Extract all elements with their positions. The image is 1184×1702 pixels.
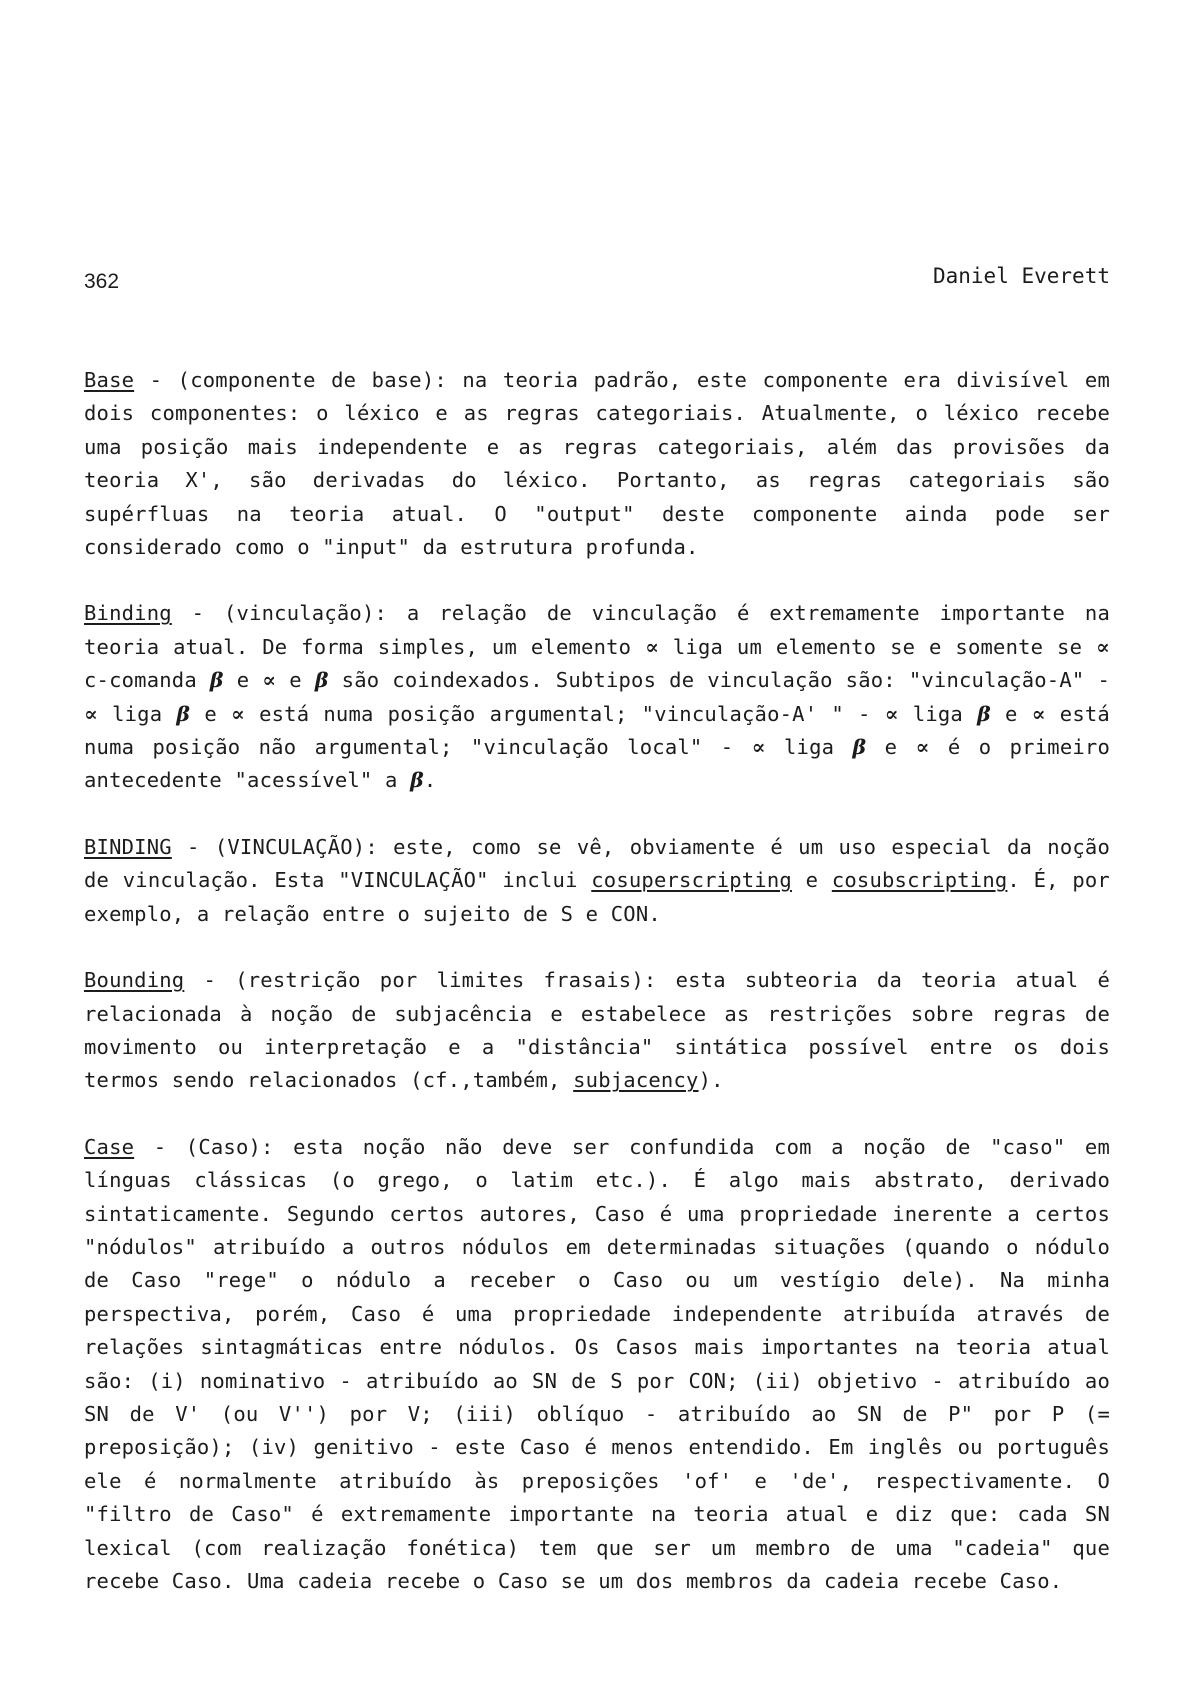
definition-text: - (VINCULAÇÃO): este, como se vê, obviamente é um uso especial da noção de vinculação. Esta "VINCULAÇÃO" inclui (84, 834, 1110, 893)
glossary-body (84, 364, 1110, 1598)
cross-reference-term: cosuperscripting (591, 868, 792, 893)
definition-text: é o primeiro antecedente "acessível" a (84, 735, 1110, 793)
cross-reference-term: cosubscripting (831, 868, 1008, 893)
glossary-entry-bounding (84, 964, 1110, 1098)
definition-text: - (restrição por limites frasais): esta subteoria da teoria atual é relacionada à noção de subjacência e estabelece as restrições sobre regras de movimento ou interpretação e a "distância" sintática possível entre os dois termos sendo relacionados (cf.,também, (84, 968, 1110, 1093)
definition-text: liga (765, 735, 853, 760)
greek-symbol: β (852, 735, 867, 760)
definition-text: e (866, 735, 916, 760)
definition-text: e (990, 701, 1032, 726)
glossary-entry-binding (84, 597, 1110, 797)
glossary-entry-binding-caps (84, 831, 1110, 931)
entry-definition (84, 1135, 1110, 1593)
definition-text: - (componente de base): na teoria padrão, este componente era divisível em dois componentes: o léxico e as regras categoriais. Atualmente, o léxico recebe uma posição mais independente e as regras categoriais, além das provisões da teoria X', são derivadas do léxico. Portanto, as regras categoriais são supérfluas na teoria atual. O "output" deste componente ainda pode ser considerado como o "input" da estrutura profunda. (84, 368, 1110, 560)
greek-symbol: ∝ (262, 668, 277, 693)
running-head-author: Daniel Everett (932, 264, 1110, 288)
greek-symbol: ∝ (915, 735, 930, 760)
greek-symbol: β (410, 768, 424, 793)
glossary-entry-base (84, 364, 1110, 564)
greek-symbol: ∝ (1096, 634, 1110, 659)
entry-definition (84, 601, 1110, 792)
greek-symbol: ∝ (1031, 701, 1046, 726)
entry-term: Base (84, 368, 135, 392)
entry-term: Binding (84, 601, 172, 626)
definition-text: e (276, 668, 315, 693)
entry-definition (84, 368, 1110, 559)
greek-symbol: β (314, 668, 329, 693)
definition-text: c-comanda (84, 668, 210, 693)
entry-term: Bounding (84, 968, 185, 993)
definition-text: ). (698, 1068, 724, 1093)
greek-symbol: β (176, 701, 191, 726)
definition-text: está numa posição não argumental; "vinculação local" - (84, 701, 1110, 760)
definition-text: e (190, 701, 231, 726)
definition-text: . É, por exemplo, a relação entre o sujeito de S e CON. (84, 868, 1110, 926)
definition-text: e (223, 668, 263, 693)
definition-text: são coindexados. Subtipos de vinculação são: "vinculação-A" - (328, 668, 1110, 693)
entry-definition (84, 968, 1110, 1092)
greek-symbol: ∝ (231, 701, 245, 726)
definition-text: . (423, 768, 437, 793)
entry-term: Case (84, 1134, 135, 1159)
page-number: 362 (84, 270, 120, 293)
entry-term: BINDING (84, 834, 172, 859)
cross-reference-term: subjacency (573, 1068, 699, 1093)
definition-text: - (Caso): esta noção não deve ser confundida com a noção de "caso" em línguas clássicas (o grego, o latim etc.). É algo mais abstrato, derivado sintaticamente. Segundo certos autores, Caso é uma propriedade inerente a certos "nódulos" atribuído a outros nódulos em determinadas situações (quando o nódulo de Caso "rege" o nódulo a receber o Caso ou um vestígio dele). Na minha perspectiva, porém, Caso é uma propriedade independente atribuída através de relações sintagmáticas entre nódulos. Os Casos mais importantes na teoria atual são: (i) nominativo - atribuído ao SN de S por CON; (ii) objetivo - atribuído ao SN de V' (ou V'') por V; (iii) oblíquo - atribuído ao SN de P" por P (= preposição); (iv) genitivo - este Caso é menos entendido. Em inglês ou português ele é normalmente atribuído às preposições 'of' e 'de', respectivamente. O "filtro de Caso" é extremamente importante na teoria atual e diz que: cada SN lexical (com realização fonética) tem que ser um membro de uma "cadeia" que recebe Caso. Uma cadeia recebe o Caso se um dos membros da cadeia recebe Caso. (84, 1134, 1110, 1593)
definition-text: está numa posição argumental; "vinculação-A' " - (244, 701, 885, 726)
definition-text: liga (898, 701, 978, 726)
greek-symbol: ∝ (645, 634, 660, 659)
entry-definition (84, 835, 1110, 926)
glossary-entry-case (84, 1131, 1110, 1599)
greek-symbol: ∝ (84, 701, 98, 726)
greek-symbol: β (209, 668, 224, 693)
definition-text: liga um elemento se e somente se (659, 634, 1097, 659)
definition-text: liga (97, 701, 177, 726)
greek-symbol: β (977, 701, 991, 726)
greek-symbol: ∝ (751, 735, 766, 760)
greek-symbol: ∝ (884, 701, 899, 726)
definition-text: e (791, 868, 832, 893)
definition-text: - (vinculação): a relação de vinculação é extremamente importante na teoria atual. De forma simples, um elemento (84, 601, 1110, 659)
